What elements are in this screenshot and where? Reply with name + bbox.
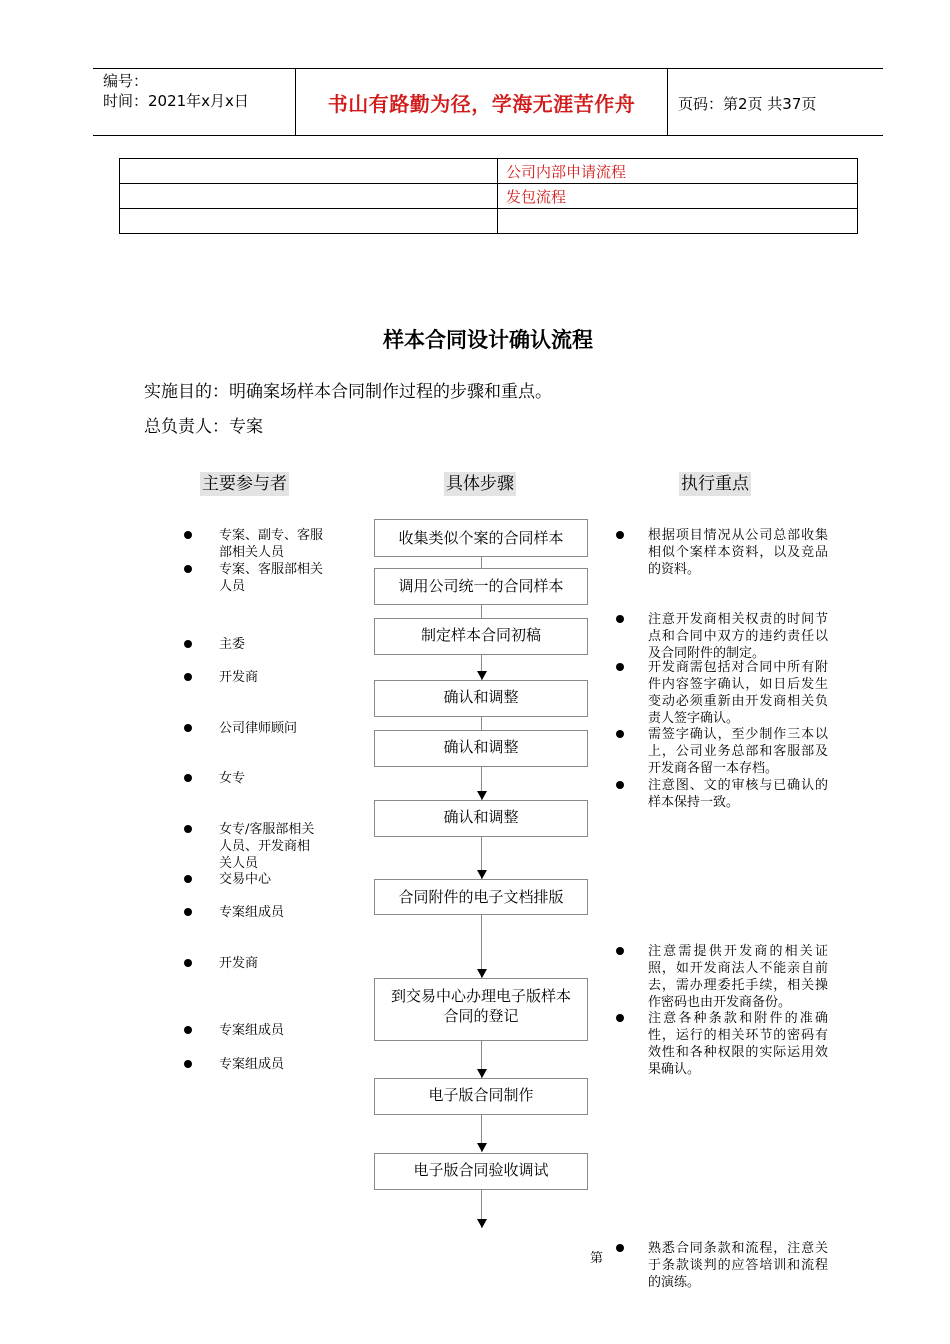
flow-step-box: 确认和调整 [374,800,588,837]
bullet-icon [184,825,192,833]
bullet-icon [184,908,192,916]
participant-item: 主委 [219,637,246,652]
process-reference-table [119,158,858,234]
table-cell [120,184,498,209]
bullet-icon [184,959,192,967]
participant-item: 开发商 [219,956,259,971]
table-row [120,209,858,234]
participant-item: 专案组成员 [219,1057,285,1072]
bullet-icon [616,615,624,623]
flow-step-box: 确认和调整 [374,730,588,767]
header-motto: 书山有路勤为径，学海无涯苦作舟 [327,92,636,116]
participant-item: 女专 [219,771,246,786]
bullet-icon [616,1244,624,1252]
flow-step-box: 调用公司统一的合同样本 [374,568,588,605]
bullet-icon [184,640,192,648]
table-row [120,159,858,184]
header-meta [103,71,249,111]
header-bottom-rule [93,135,883,136]
bullet-icon [616,947,624,955]
bullet-icon [184,875,192,883]
flow-arrow-icon [477,1143,487,1152]
flow-connector [481,605,482,619]
participant-item: 交易中心 [219,872,272,887]
participant-item: 开发商 [219,670,259,685]
bullet-icon [184,774,192,782]
key-point-item: 熟悉合同条款和流程，注意关于条款谈判的应答培训和流程的演练。 [648,1241,828,1290]
page-title: 样本合同设计确认流程 [383,328,593,352]
steps-heading: 具体步骤 [446,474,514,494]
doc-code-label: 编号： [103,72,149,90]
flow-arrow-icon [477,1219,487,1228]
key-point-item: 开发商需包括对合同中所有附件内容签字确认，如日后发生变动必须重新由开发商相关负责人签字确认。 [648,660,828,726]
key-point-item: 注意图、文的审核与已确认的样本保持一致。 [648,778,828,810]
flow-step-box: 电子版合同验收调试 [374,1153,588,1190]
table-cell-link[interactable]: 公司内部申请流程 [498,159,858,184]
table-cell [498,209,858,234]
participant-item: 专案、副专、客服部相关人员 [219,528,324,560]
flow-step-box: 到交易中心办理电子版样本合同的登记 [374,978,588,1041]
participant-item: 公司律师顾问 [219,721,298,736]
bullet-icon [616,663,624,671]
owner-text: 总负责人：专案 [144,417,263,437]
flow-arrow-icon [477,791,487,800]
flow-step-box: 确认和调整 [374,680,588,717]
participant-item: 女专/客服部相关人员、开发商相关人员 [219,822,315,871]
flow-step-box: 电子版合同制作 [374,1078,588,1115]
flow-step-box: 合同附件的电子文档排版 [374,879,588,915]
key-point-item: 注意各种条款和附件的准确性，运行的相关环节的密码有效性和各种权限的实际运用效果确认。 [648,1011,828,1077]
footer-page-mark: 第 [590,1251,604,1266]
bullet-icon [184,724,192,732]
participant-item: 专案组成员 [219,1023,285,1038]
table-cell [120,209,498,234]
key-point-item: 根据项目情况从公司总部收集相似个案样本资料，以及竞品的资料。 [648,528,828,577]
bullet-icon [184,531,192,539]
header-page-info: 页码：第2页 共37页 [678,95,817,113]
purpose-text: 实施目的：明确案场样本合同制作过程的步骤和重点。 [144,382,552,402]
doc-time-label: 时间：2021年x月x日 [103,92,249,110]
bullet-icon [184,673,192,681]
bullet-icon [616,730,624,738]
participants-heading: 主要参与者 [202,474,287,494]
bullet-icon [616,1014,624,1022]
table-cell [120,159,498,184]
key-point-item: 需签字确认，至少制作三本以上，公司业务总部和客服部及开发商各留一本存档。 [648,727,828,776]
participant-item: 专案、客服部相关人员 [219,562,324,594]
header-top-rule [93,68,883,69]
bullet-icon [184,1026,192,1034]
flow-arrow-icon [477,671,487,680]
bullet-icon [616,781,624,789]
key-point-item: 注意开发商相关权责的时间节点和合同中双方的违约责任以及合同附件的制定。 [648,612,828,661]
table-row [120,184,858,209]
bullet-icon [184,565,192,573]
key-points-heading: 执行重点 [681,474,749,494]
flow-step-box: 制定样本合同初稿 [374,618,588,655]
bullet-icon [184,1060,192,1068]
flow-arrow-icon [477,870,487,879]
flow-arrow-icon [477,1069,487,1078]
participant-item: 专案组成员 [219,905,285,920]
flow-step-box: 收集类似个案的合同样本 [374,519,588,557]
header-divider [667,69,668,136]
key-point-item: 注意需提供开发商的相关证照，如开发商法人不能亲自前去，需办理委托手续，相关操作密码也由开发商备份。 [648,944,828,1010]
bullet-icon [616,531,624,539]
flow-arrow-icon [477,969,487,978]
flow-connector [481,717,482,730]
table-cell-link[interactable]: 发包流程 [498,184,858,209]
